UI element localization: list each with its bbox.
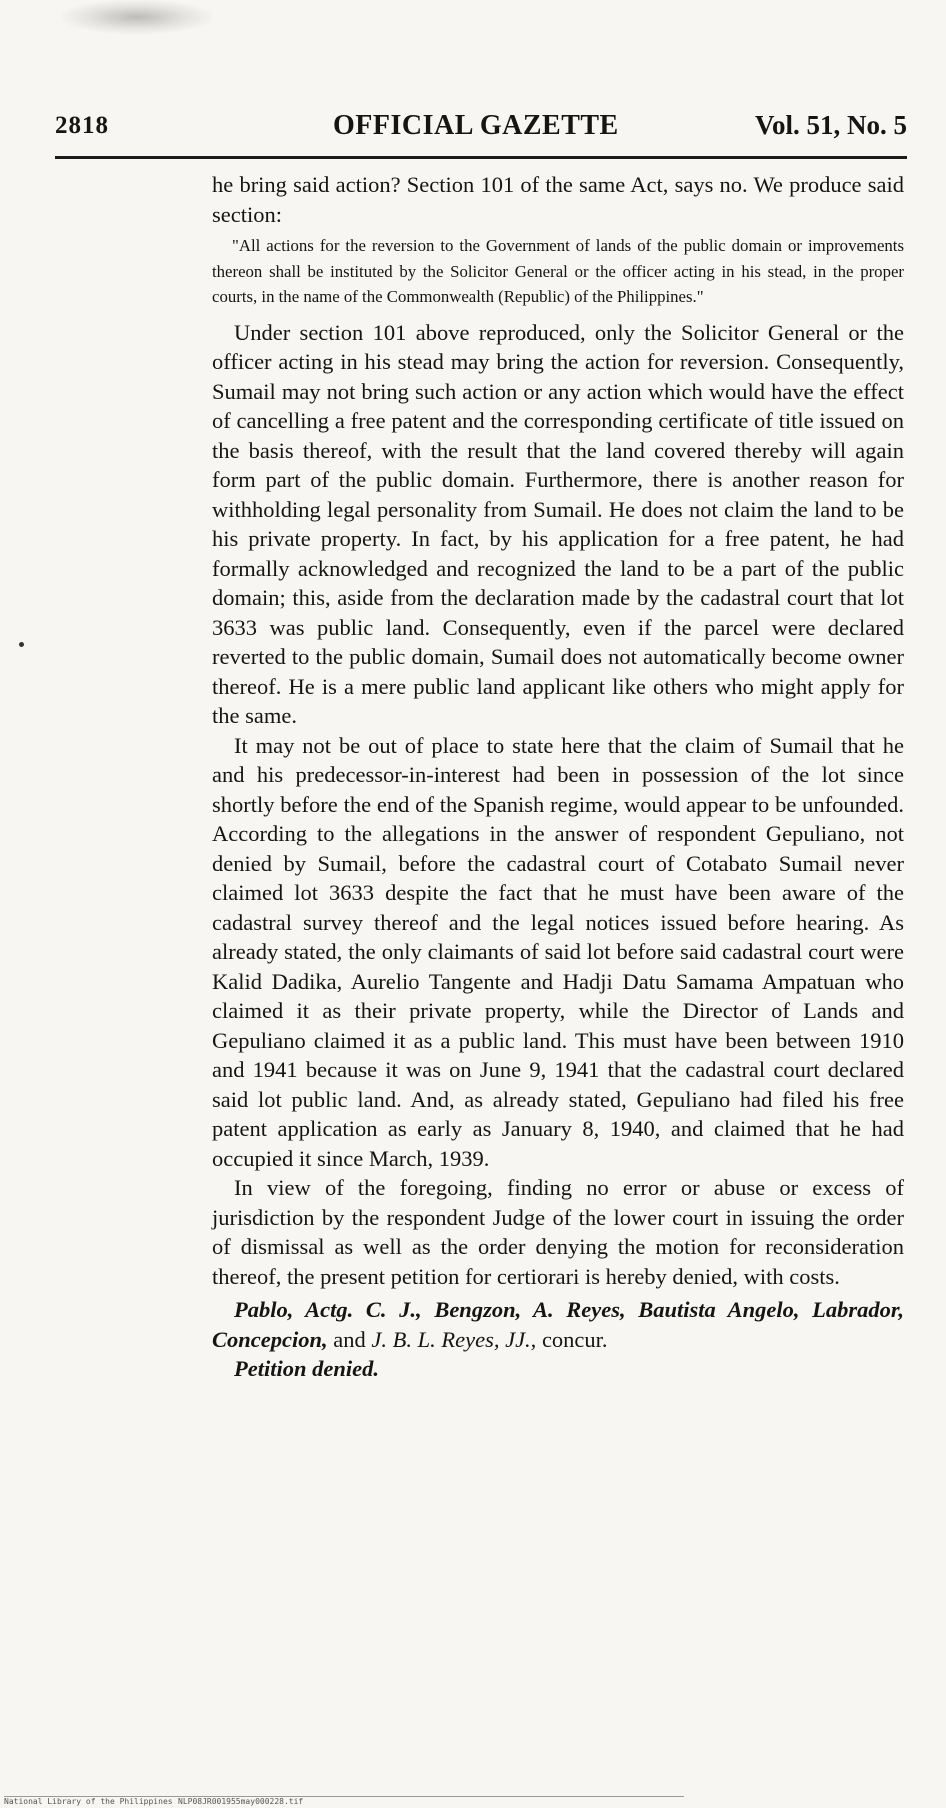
quoted-section-101: "All actions for the reversion to the Government of lands of the public domain or improvements thereon shall be instituted by the Solicitor General or the officer acting in his stead, in the proper courts, in the name of the Commonwealth (Republic) of the Philippines." xyxy=(212,236,904,306)
justices-last: J. B. L. Reyes, JJ., xyxy=(371,1326,537,1352)
concurring-justices xyxy=(212,1295,904,1354)
paragraph-conclusion: In view of the foregoing, finding no error or abuse or excess of jurisdiction by the respondent Judge of the lower court in issuing the order of dismissal as well as the order denying the motion for reconsideration thereof, the present petition for certiorari is hereby denied, with costs. xyxy=(212,1175,904,1289)
justices-list: Pablo, Actg. C. J., Bengzon, A. Reyes, Bautista Angelo, Labrador, Concepcion, xyxy=(212,1297,904,1352)
header-rule xyxy=(55,156,907,159)
volume-number: Vol. 51, No. 5 xyxy=(754,110,907,140)
footer-source: National Library of the Philippines xyxy=(4,1797,173,1806)
disposition: Petition denied. xyxy=(234,1356,379,1381)
paragraph-intro: he bring said action? Section 101 of the same Act, says no. We produce said section: xyxy=(212,172,904,227)
concur-and: and xyxy=(333,1326,366,1352)
scan-smudge xyxy=(62,0,212,34)
page-number: 2818 xyxy=(55,112,109,139)
gazette-title: OFFICIAL GAZETTE xyxy=(333,110,619,141)
paragraph-section-101: Under section 101 above reproduced, only the Solicitor General or the officer acting in his stead may bring the action for reversion. Consequently, Sumail may not bring such action or any action which would have the effect of cancelling a free patent and the corresponding certificate of title issued on the basis thereof, with the result that the land covered thereby will again form part of the public domain. Furthermore, there is another reason for withholding legal personality from Sumail. He does not claim the land to be his private property. In fact, by his application for a free patent, he had formally acknowledged and recognized the land to be a part of the public domain; this, aside from the declaration made by the cadastral court that lot 3633 was public land. Consequently, even if the parcel were declared reverted to the public domain, Sumail does not automatically become owner thereof. He is a mere public land applicant like others who might apply for the same. xyxy=(212,319,904,728)
paragraph-claim: It may not be out of place to state here that the claim of Sumail that he and his predecessor-in-interest had been in possession of the lot since shortly before the end of the Spanish regime, would appear to be unfounded. According to the allegations in the answer of respondent Gepuliano, not denied by Sumail, before the cadastral court of Cotabato Sumail never claimed lot 3633 despite the fact that he must have been aware of the cadastral survey thereof and the legal notices issued before hearing. As already stated, the only claimants of said lot before said cadastral court were Kalid Dadika, Aurelio Tangente and Hadji Datu Samama Ampatuan who claimed it as their private property, while the Director of Lands and Gepuliano claimed it as a public land. This must have been between 1910 and 1941 because it was on June 9, 1941 that the cadastral court declared said lot public land. And, as already stated, Gepuliano had filed his free patent application as early as January 8, 1940, and claimed that he had occupied it since March, 1939. xyxy=(212,732,904,1171)
footer-file: NLP08JR001955may000228.tif xyxy=(178,1797,304,1806)
page-header xyxy=(55,108,907,148)
margin-mark xyxy=(19,642,24,647)
article-body xyxy=(212,170,904,1384)
concur-word: concur. xyxy=(541,1326,608,1352)
